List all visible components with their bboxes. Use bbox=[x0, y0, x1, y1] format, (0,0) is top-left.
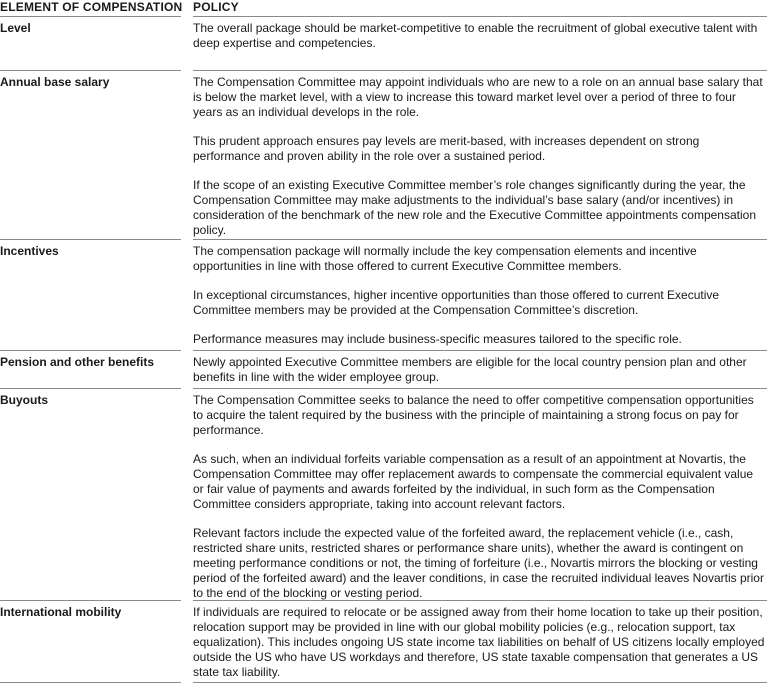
policy-paragraph: As such, when an individual forfeits variable compensation as a result of an appointment at Novartis, the Compensation Committee may offer replacement awards to compensate the commercial equivalent value or fair value of payments and awards forfeited by the individual, in such form as the Compensation Committee considers appropriate, taking into account relevant factors. bbox=[193, 452, 754, 511]
policy-paragraph: The Compensation Committee seeks to balance the need to offer competitive compensation opportunities to acquire the talent required by the business with the principle of maintaining a strong focus on pay for performance. bbox=[193, 393, 754, 437]
row-policy-pension bbox=[193, 355, 767, 385]
row-label-level: Level bbox=[0, 21, 31, 35]
row-divider-left bbox=[0, 350, 181, 351]
row-divider-left bbox=[0, 600, 181, 601]
policy-paragraph: If the scope of an existing Executive Committee member’s role changes significantly during the year, the Compensation Committee may make adjustments to the individual’s base salary (and/or incentives) in consideration of the benchmark of the new role and the Executive Committee appointments compensation policy. bbox=[193, 178, 756, 237]
row-divider-right bbox=[193, 16, 767, 17]
header-element-of-compensation: ELEMENT OF COMPENSATION bbox=[0, 0, 183, 14]
policy-paragraph: The Compensation Committee may appoint individuals who are new to a role on an annual base salary that is below the market level, with a view to increase this toward market level over a period of three to four years as an individual develops in the role. bbox=[193, 75, 763, 119]
row-divider-left bbox=[0, 70, 181, 71]
policy-paragraph: The compensation package will normally include the key compensation elements and incentive opportunities in line with those offered to current Executive Committee members. bbox=[193, 244, 697, 273]
row-policy-level bbox=[193, 21, 767, 51]
table-bottom-rule-right bbox=[193, 682, 767, 683]
row-divider-right bbox=[193, 239, 767, 240]
row-divider-right bbox=[193, 350, 767, 351]
row-policy-buyouts bbox=[193, 393, 767, 601]
row-label-annual-base-salary: Annual base salary bbox=[0, 75, 110, 89]
row-label-buyouts: Buyouts bbox=[0, 393, 48, 407]
row-divider-right bbox=[193, 388, 767, 389]
table-bottom-rule-left bbox=[0, 682, 181, 683]
row-divider-left bbox=[0, 239, 181, 240]
row-policy-incentives bbox=[193, 244, 767, 347]
row-policy-annual-base-salary bbox=[193, 75, 767, 238]
policy-paragraph: If individuals are required to relocate or be assigned away from their home location to take up their position, relocation support may be provided in line with our global mobility policies (e.g., relocation support, tax equalization). This includes ongoing US state income tax liabilities on behalf of US citizens locally employed outside the US who have US workdays and therefore, US state taxable compensation that generates a US state tax liability. bbox=[193, 605, 765, 679]
row-label-pension: Pension and other benefits bbox=[0, 355, 155, 369]
row-policy-international-mobility bbox=[193, 605, 767, 680]
policy-paragraph: The overall package should be market-competitive to enable the recruitment of global executive talent with deep expertise and competencies. bbox=[193, 21, 758, 50]
row-label-incentives: Incentives bbox=[0, 244, 59, 258]
policy-paragraph: Newly appointed Executive Committee members are eligible for the local country pension plan and other benefits in line with the wider employee group. bbox=[193, 355, 747, 384]
row-divider-left bbox=[0, 16, 181, 17]
policy-paragraph: Relevant factors include the expected value of the forfeited award, the replacement vehicle (i.e., cash, restricted share units, restricted shares or performance share units), whether the award is contingent on meeting performance conditions or not, the timing of forfeiture (i.e., Novartis mirrors the blocking or vesting period of the forfeited award) and the leaver conditions, in case the recruited individual leaves Novartis prior to the end of the blocking or vesting period. bbox=[193, 526, 764, 600]
row-divider-left bbox=[0, 388, 181, 389]
policy-paragraph: In exceptional circumstances, higher incentive opportunities than those offered to current Executive Committee members may be provided at the Compensation Committee’s discretion. bbox=[193, 288, 720, 317]
row-label-international-mobility: International mobility bbox=[0, 605, 122, 619]
policy-paragraph: Performance measures may include business-specific measures tailored to the specific role. bbox=[193, 332, 682, 346]
header-policy: POLICY bbox=[193, 0, 239, 14]
policy-paragraph: This prudent approach ensures pay levels are merit-based, with increases dependent on strong performance and proven ability in the role over a sustained period. bbox=[193, 134, 700, 163]
table-header bbox=[0, 0, 767, 16]
row-divider-right bbox=[193, 600, 767, 601]
row-divider-right bbox=[193, 70, 767, 71]
